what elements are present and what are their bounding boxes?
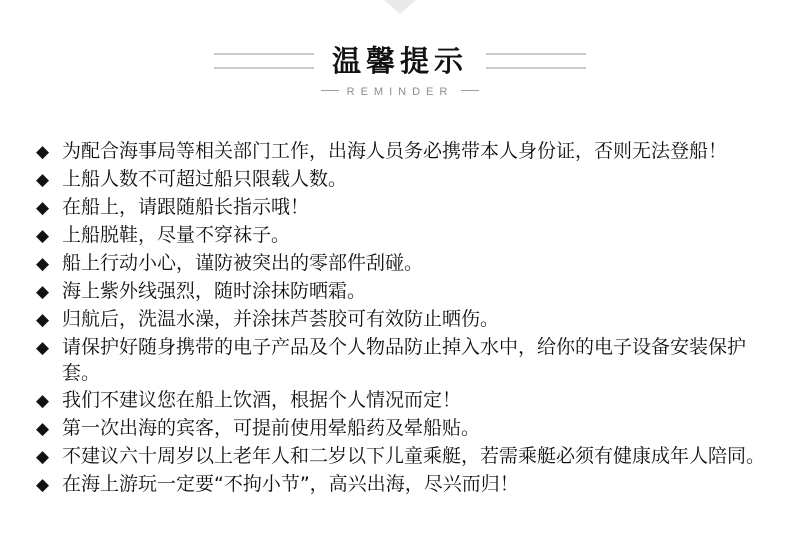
list-item [36,443,782,470]
list-item [36,415,782,442]
diamond-bullet-icon: ◆ [36,447,50,466]
list-item-text: 为配合海事局等相关部门工作，出海人员务必携带本人身份证，否则无法登船！ [62,140,728,162]
list-item [36,166,782,193]
diamond-bullet-icon: ◆ [36,198,50,217]
reminder-list [36,138,782,499]
page-header [0,44,800,100]
diamond-bullet-icon: ◆ [36,391,50,410]
page-subtitle-wrap [313,86,488,98]
list-item [36,222,782,249]
list-item [36,278,782,305]
title-rule-left [214,54,314,69]
diamond-bullet-icon: ◆ [36,419,50,438]
list-item [36,250,782,277]
list-item-text: 海上紫外线强烈，随时涂抹防晒霜。 [62,280,367,302]
page-title: 温馨提示 [331,44,468,78]
list-item-text: 上船人数不可超过船只限载人数。 [62,168,348,190]
list-item [36,334,782,386]
diamond-bullet-icon: ◆ [36,142,50,161]
list-item-text: 船上行动小心，谨防被突出的零部件刮碰。 [62,252,424,274]
list-item-text: 在海上游玩一定要“不拘小节”，高兴出海，尽兴而归！ [62,473,519,495]
top-chevron-decoration [384,0,416,14]
list-item-text: 在船上，请跟随船长指示哦！ [62,196,310,218]
list-item-text: 不建议六十周岁以上老年人和二岁以下儿童乘艇，若需乘艇必须有健康成年人陪同。 [62,445,766,467]
list-item-text: 我们不建议您在船上饮酒，根据个人情况而定！ [62,389,462,411]
subtitle-dash-left [321,90,339,91]
diamond-bullet-icon: ◆ [36,254,50,273]
diamond-bullet-icon: ◆ [36,310,50,329]
list-item [36,194,782,221]
title-rule-right [486,54,586,69]
list-item [36,306,782,333]
list-item-text: 第一次出海的宾客，可提前使用晕船药及晕船贴。 [62,417,481,439]
diamond-bullet-icon: ◆ [36,338,50,357]
diamond-bullet-icon: ◆ [36,475,50,494]
list-item [36,138,782,165]
diamond-bullet-icon: ◆ [36,282,50,301]
subtitle-dash-right [461,90,479,91]
list-item-text: 请保护好随身携带的电子产品及个人物品防止掉入水中，给你的电子设备安装保护套。 [62,336,747,384]
list-item [36,471,782,498]
list-item-text: 上船脱鞋，尽量不穿袜子。 [62,224,291,246]
diamond-bullet-icon: ◆ [36,170,50,189]
list-item-text: 归航后，洗温水澡，并涂抹芦荟胶可有效防止晒伤。 [62,308,500,330]
diamond-bullet-icon: ◆ [36,226,50,245]
page-subtitle: REMINDER [346,86,454,98]
list-item [36,387,782,414]
title-wrap [318,44,482,78]
